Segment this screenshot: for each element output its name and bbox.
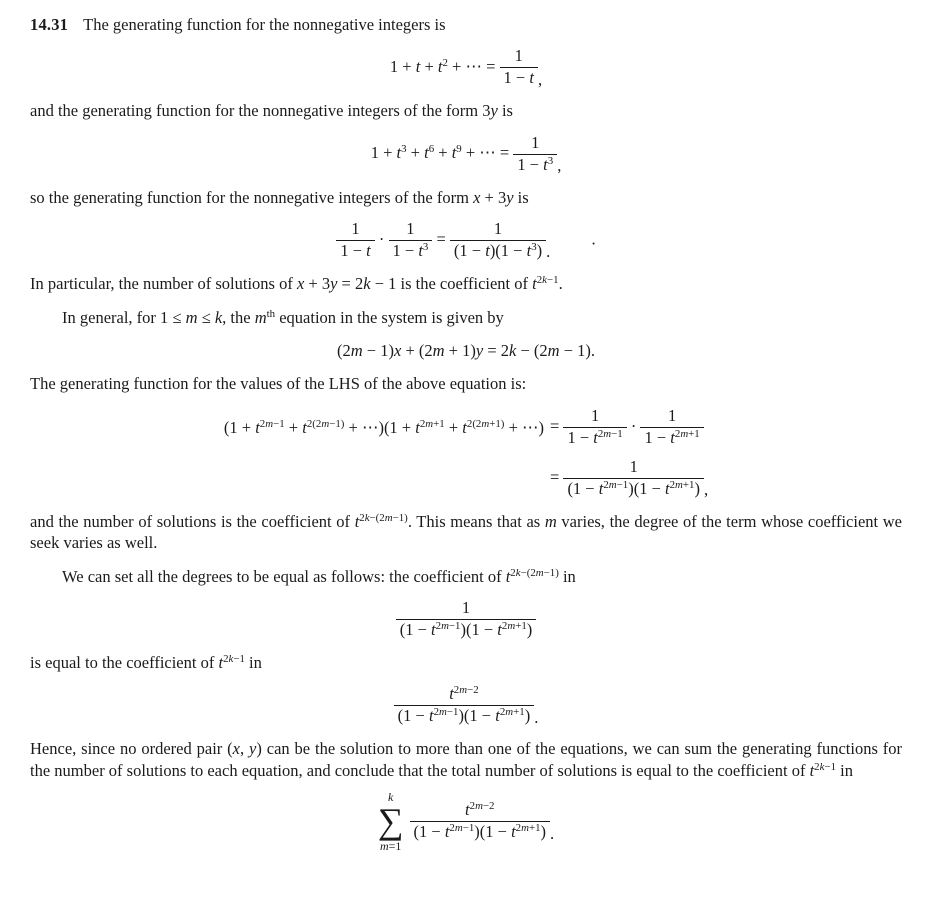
italic-var: m xyxy=(475,800,483,813)
italic-var: k xyxy=(388,790,394,805)
math-text: = xyxy=(432,229,450,249)
italic-var: y xyxy=(475,341,484,360)
italic-var: t xyxy=(437,56,443,76)
italic-var: m xyxy=(321,417,330,430)
numerator: 1 xyxy=(590,405,600,425)
low-punctuation: . xyxy=(546,242,551,262)
low-punctuation: . xyxy=(550,823,555,843)
denominator: $(1 - t)(1 - t^3)$ xyxy=(450,240,546,261)
superscript: 3 xyxy=(401,143,407,156)
equation-gf-nonnegative-integers xyxy=(30,47,902,88)
italic-var: m xyxy=(350,341,363,360)
superscript: 2m−1 xyxy=(597,427,623,440)
italic-var: m xyxy=(185,307,198,327)
numerator xyxy=(394,685,535,705)
superscript: 2k−(2m−1) xyxy=(359,511,408,524)
fraction xyxy=(640,407,703,448)
denominator: $1 - t^3$ xyxy=(389,240,433,261)
italic-var: t xyxy=(665,478,670,498)
italic-var: t xyxy=(462,417,467,437)
superscript: 2k−1 xyxy=(223,653,245,666)
italic-var: x xyxy=(393,341,402,360)
superscript: 2 xyxy=(442,56,448,69)
italic-var: x xyxy=(232,739,240,759)
numerator: 1 xyxy=(351,219,360,239)
superscript: 2(2m−1) xyxy=(306,417,345,430)
italic-var: m xyxy=(459,684,468,697)
fraction xyxy=(396,599,537,640)
superscript: 2k−1 xyxy=(814,760,837,773)
superscript: 2k−1 xyxy=(536,274,559,287)
superscript: 2m+1 xyxy=(499,706,525,719)
low-punctuation: , xyxy=(557,156,562,176)
fraction xyxy=(389,220,433,261)
superscript: 2m−1 xyxy=(603,478,629,491)
italic-var: t xyxy=(428,706,434,726)
superscript: 2k−(2m−1) xyxy=(510,566,559,579)
math-text: (2m − 1)x + (2m + 1)y = 2k − (2m − 1). xyxy=(337,341,595,360)
italic-var: y xyxy=(249,739,257,759)
italic-var: y xyxy=(490,101,498,121)
equation-mth-system xyxy=(30,340,902,361)
italic-var: t xyxy=(532,274,537,294)
italic-var: t xyxy=(255,417,260,437)
italic-var: t xyxy=(543,154,548,174)
superscript: 2m−1 xyxy=(259,417,285,430)
italic-var: t xyxy=(529,68,534,88)
italic-var: k xyxy=(228,653,234,666)
superscript: 2m+1 xyxy=(674,427,700,440)
equation-gf-product xyxy=(30,220,902,261)
italic-var: k xyxy=(542,274,547,287)
superscript: 3 xyxy=(531,241,537,254)
italic-var: k xyxy=(509,341,517,360)
italic-var: m xyxy=(675,478,683,491)
italic-var: y xyxy=(506,187,514,207)
denominator: $1 - t^{2m+1}$ xyxy=(640,427,703,448)
fraction xyxy=(450,220,546,261)
italic-var: m xyxy=(441,620,449,633)
italic-var: t xyxy=(451,143,457,163)
low-punctuation: , xyxy=(537,69,543,89)
italic-var: k xyxy=(363,274,371,294)
numerator: 1 xyxy=(531,132,540,152)
italic-var: k xyxy=(214,307,223,327)
italic-var: m xyxy=(608,478,617,491)
italic-var: m xyxy=(384,511,393,524)
italic-var: k xyxy=(515,566,521,579)
italic-var: t xyxy=(415,417,420,437)
problem-intro-text: The generating function for the nonnegative integers is xyxy=(83,15,446,34)
superscript: 2m−1 xyxy=(433,706,459,719)
fraction xyxy=(563,458,704,499)
superscript: 2m+1 xyxy=(669,478,695,491)
equation-coefficient-source xyxy=(30,599,902,640)
italic-var: t xyxy=(505,566,511,586)
italic-var: t xyxy=(449,684,454,704)
math-text: $1 + t^3 + t^6 + t^9$ + ⋯ = xyxy=(370,143,514,163)
italic-var: t xyxy=(354,511,360,531)
italic-var: t xyxy=(431,620,436,640)
text-set-degrees-equal: We can set all the degrees to be equal as follows: the coefficient of $t^{2k-(2m-1)}$ in xyxy=(62,566,576,586)
fraction xyxy=(394,685,535,726)
derivation-rhs-line2 xyxy=(550,458,708,499)
low-punctuation: , xyxy=(703,480,709,500)
italic-var: t xyxy=(396,143,402,163)
italic-var: m xyxy=(544,511,557,531)
superscript: 9 xyxy=(456,143,462,156)
math-text: . xyxy=(550,229,596,249)
math-text: $1 + t + t^2$ + ⋯ = xyxy=(389,56,500,76)
denominator: $1 - t^{2m-1}$ xyxy=(563,427,626,448)
italic-var: x xyxy=(296,274,305,294)
italic-var: t xyxy=(526,241,532,261)
text-number-solutions-coefficient: and the number of solutions is the coefficient of $t^{2k-(2m-1)}$. This means that as m varies, the degree of the term whose coefficient we seek varies as well. xyxy=(30,511,902,553)
numerator xyxy=(410,801,551,821)
italic-var: m xyxy=(379,839,389,854)
italic-var: m xyxy=(680,427,689,440)
italic-var: t xyxy=(485,241,490,261)
superscript: 6 xyxy=(428,143,435,156)
italic-var: t xyxy=(415,56,421,76)
text-solutions-coefficient: In particular, the number of solutions of x + 3y = 2k − 1 is the coefficient of $t^{2k-1}$. xyxy=(30,274,563,294)
italic-var: m xyxy=(454,822,463,835)
numerator: 1 xyxy=(461,598,471,618)
italic-var: t xyxy=(497,620,502,640)
fraction xyxy=(513,134,557,175)
denominator: $1 - t^3$ xyxy=(513,154,557,175)
italic-var: m xyxy=(521,822,529,835)
superscript: 2m+1 xyxy=(501,620,527,633)
italic-var: m xyxy=(265,417,274,430)
italic-var: t xyxy=(495,706,500,726)
sigma-icon: ∑ xyxy=(377,801,404,842)
numerator: 1 xyxy=(514,46,523,66)
denominator: $(1 - t^{2m-1})(1 - t^{2m+1})$ xyxy=(563,478,704,499)
italic-var: m xyxy=(535,566,544,579)
italic-var: t xyxy=(809,760,815,780)
superscript: 2(2m+1) xyxy=(466,417,505,430)
italic-var: m xyxy=(505,706,514,719)
superscript: 2m−2 xyxy=(469,800,495,813)
italic-var: t xyxy=(511,822,516,842)
italic-var: t xyxy=(418,241,423,261)
math-text: · xyxy=(626,416,641,436)
equation-total-sum xyxy=(30,791,902,852)
text-gf-form-x-plus-3y: so the generating function for the nonnegative integers of the form x + 3y is xyxy=(30,187,529,207)
italic-var: m xyxy=(507,620,516,633)
superscript: th xyxy=(266,307,276,320)
text-general-mth-equation: In general, for 1 ≤ m ≤ k, the $m^{th}$ equation in the system is given by xyxy=(62,307,504,327)
derivation-rhs-line1 xyxy=(550,407,708,448)
low-punctuation: . xyxy=(534,707,539,727)
fraction xyxy=(500,47,538,88)
numerator: 1 xyxy=(667,405,677,425)
italic-var: k xyxy=(819,760,825,773)
italic-var: t xyxy=(465,800,470,820)
superscript: 3 xyxy=(547,154,554,167)
italic-var: m xyxy=(439,706,447,719)
italic-var: m xyxy=(547,341,560,360)
problem-number: 14.31 xyxy=(30,15,69,34)
equation-gf-lhs-derivation xyxy=(224,407,708,499)
numerator: 1 xyxy=(629,456,638,476)
numerator: 1 xyxy=(493,219,503,239)
superscript: 2m+1 xyxy=(419,417,445,430)
italic-var: m xyxy=(603,427,612,440)
italic-var: m xyxy=(481,417,490,430)
italic-var: m xyxy=(425,417,434,430)
superscript: 2m−1 xyxy=(449,822,475,835)
italic-var: t xyxy=(218,653,224,672)
superscript: 2m−2 xyxy=(453,684,479,697)
text-gf-form-3y: and the generating function for the nonnegative integers of the form 3y is xyxy=(30,101,513,121)
text-conclusion: Hence, since no ordered pair (x, y) can be the solution to more than one of the equations, we can sum the generating functions for the number of solutions to each equation, and conclude that the total number of solutions is equal to the coefficient of $t^{2k-1}$ in xyxy=(30,739,903,780)
text-gf-lhs: The generating function for the values of the LHS of the above equation is: xyxy=(30,374,527,394)
italic-var: t xyxy=(366,241,371,261)
numerator: 1 xyxy=(406,219,415,239)
equation-gf-multiples-of-3 xyxy=(30,134,902,175)
fraction xyxy=(563,407,626,448)
fraction xyxy=(410,801,551,842)
math-text: · xyxy=(374,229,389,249)
italic-var: t xyxy=(302,417,307,437)
italic-var: t xyxy=(598,478,604,498)
denominator: 1 − t xyxy=(336,240,374,261)
denominator: $(1 - t^{2m-1})(1 - t^{2m+1})$ xyxy=(396,619,537,640)
summation xyxy=(378,791,404,852)
superscript: 2m−1 xyxy=(435,620,461,633)
math-text: = xyxy=(550,467,564,487)
math-text: = xyxy=(550,416,564,436)
denominator: $(1 - t^{2m-1})(1 - t^{2m+1})$ xyxy=(394,705,535,726)
text-equal-coefficient: is equal to the coefficient of $t^{2k-1}$ in xyxy=(30,653,262,672)
equation-shifted-gf xyxy=(30,685,902,726)
italic-var: m xyxy=(254,307,267,327)
problem-intro-line xyxy=(30,14,902,35)
denominator: 1 − t xyxy=(500,67,538,88)
fraction xyxy=(336,220,374,261)
italic-var: t xyxy=(670,427,675,447)
italic-var: k xyxy=(364,511,370,524)
italic-var: t xyxy=(424,143,429,163)
italic-var: x xyxy=(473,187,481,207)
sum-lower-limit: m=1 xyxy=(379,839,402,854)
italic-var: m xyxy=(432,341,445,360)
italic-var: t xyxy=(444,822,450,842)
italic-var: y xyxy=(330,274,338,294)
superscript: 2m+1 xyxy=(515,822,541,835)
italic-var: t xyxy=(593,427,598,447)
denominator: $(1 - t^{2m-1})(1 - t^{2m+1})$ xyxy=(410,821,551,842)
superscript: 3 xyxy=(422,241,429,254)
derivation-lhs: ($1 + t^{2m-1} + t^{2(2m-1)}$ + ⋯)(1 + $t^{2m+1} + t^{2(2m+1)}$ + ⋯) xyxy=(223,417,544,437)
